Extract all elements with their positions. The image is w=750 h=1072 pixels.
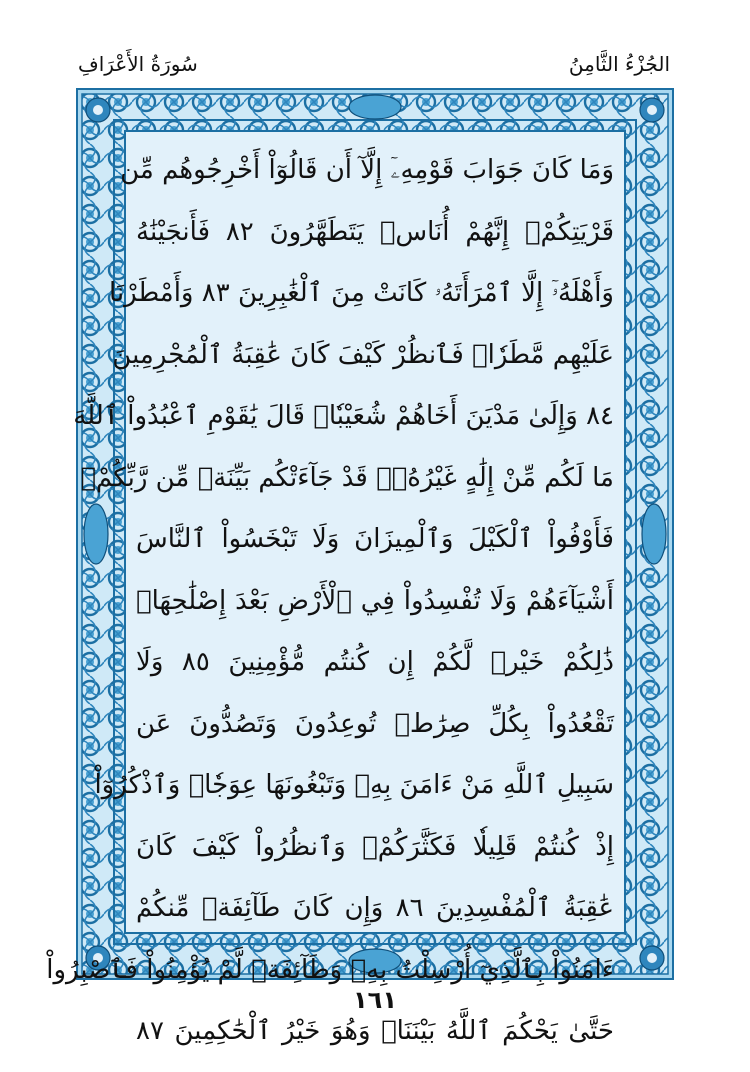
verse-line: مَا لَكُم مِّنْ إِلَٰهٍ غَيْرُهُۥۖ قَدْ جَآءَتْكُم بَيِّنَةٞ مِّن رَّبِّكُمْۖ (80, 462, 614, 493)
verse-line: سَبِيلِ ٱللَّهِ مَنْ ءَامَنَ بِهِۦ وَتَبْغُونَهَا عِوَجٗاۚ وَٱذْكُرُوٓاْ (94, 770, 614, 800)
verse-line: إِذْ كُنتُمْ قَلِيلٗا فَكَثَّرَكُمْۖ وَٱنظُرُواْ كَيْفَ كَانَ (136, 831, 614, 862)
verse-lines (46, 140, 615, 1063)
verse-line: ذَٰلِكُمْ خَيْرٞ لَّكُمْ إِن كُنتُم مُّؤْمِنِينَ ٨٥ وَلَا (136, 647, 614, 677)
verse-line: حَتَّىٰ يَحْكُمَ ٱللَّهُ بَيْنَنَاۚ وَهُوَ خَيْرُ ٱلْحَٰكِمِينَ ٨٧ (136, 1016, 614, 1046)
page-header (78, 52, 670, 86)
verse-line: ٨٤ وَإِلَىٰ مَدْيَنَ أَخَاهُمْ شُعَيْبٗاۚ قَالَ يَٰقَوْمِ ٱعْبُدُواْ ٱللَّهَ (73, 401, 614, 431)
verse-line: عَٰقِبَةُ ٱلْمُفْسِدِينَ ٨٦ وَإِن كَانَ طَآئِفَةٞ مِّنكُمْ (136, 893, 614, 923)
verse-line: ءَامَنُواْ بِٱلَّذِيٓ أُرْسِلْتُ بِهِۦ وَطَآئِفَةٞ لَّمْ يُؤْمِنُواْ فَٱصْبِرُواْ (46, 954, 614, 985)
verse-line: وَأَهْلَهُۥٓ إِلَّا ٱمْرَأَتَهُۥ كَانَتْ مِنَ ٱلْغَٰبِرِينَ ٨٣ وَأَمْطَرْنَا (108, 278, 614, 308)
verse-line: عَلَيْهِم مَّطَرٗاۖ فَٱنظُرْ كَيْفَ كَانَ عَٰقِبَةُ ٱلْمُجْرِمِينَ (112, 339, 614, 370)
verse-line: وَمَا كَانَ جَوَابَ قَوْمِهِۦٓ إِلَّآ أَن قَالُوٓاْ أَخْرِجُوهُم مِّن (120, 155, 614, 185)
surah-title: سُورَةُ الأَعْرَافِ (78, 52, 198, 76)
page-number: ١٦١ (353, 986, 397, 1014)
verse-line: تَقْعُدُواْ بِكُلِّ صِرَٰطٖ تُوعِدُونَ وَتَصُدُّونَ عَن (136, 708, 614, 739)
juz-title: الجُزْءُ الثَّامِنُ (568, 52, 670, 76)
verse-line: فَأَوْفُواْ ٱلْكَيْلَ وَٱلْمِيزَانَ وَلَا تَبْخَسُواْ ٱلنَّاسَ (136, 524, 614, 554)
verse-line: أَشْيَآءَهُمْ وَلَا تُفْسِدُواْ فِي ٱلْأَرْضِ بَعْدَ إِصْلَٰحِهَاۚ (136, 585, 614, 616)
verse-line: قَرْيَتِكُمْۖ إِنَّهُمْ أُنَاسٞ يَتَطَهَّرُونَ ٨٢ فَأَنجَيْنَٰهُ (136, 216, 615, 247)
